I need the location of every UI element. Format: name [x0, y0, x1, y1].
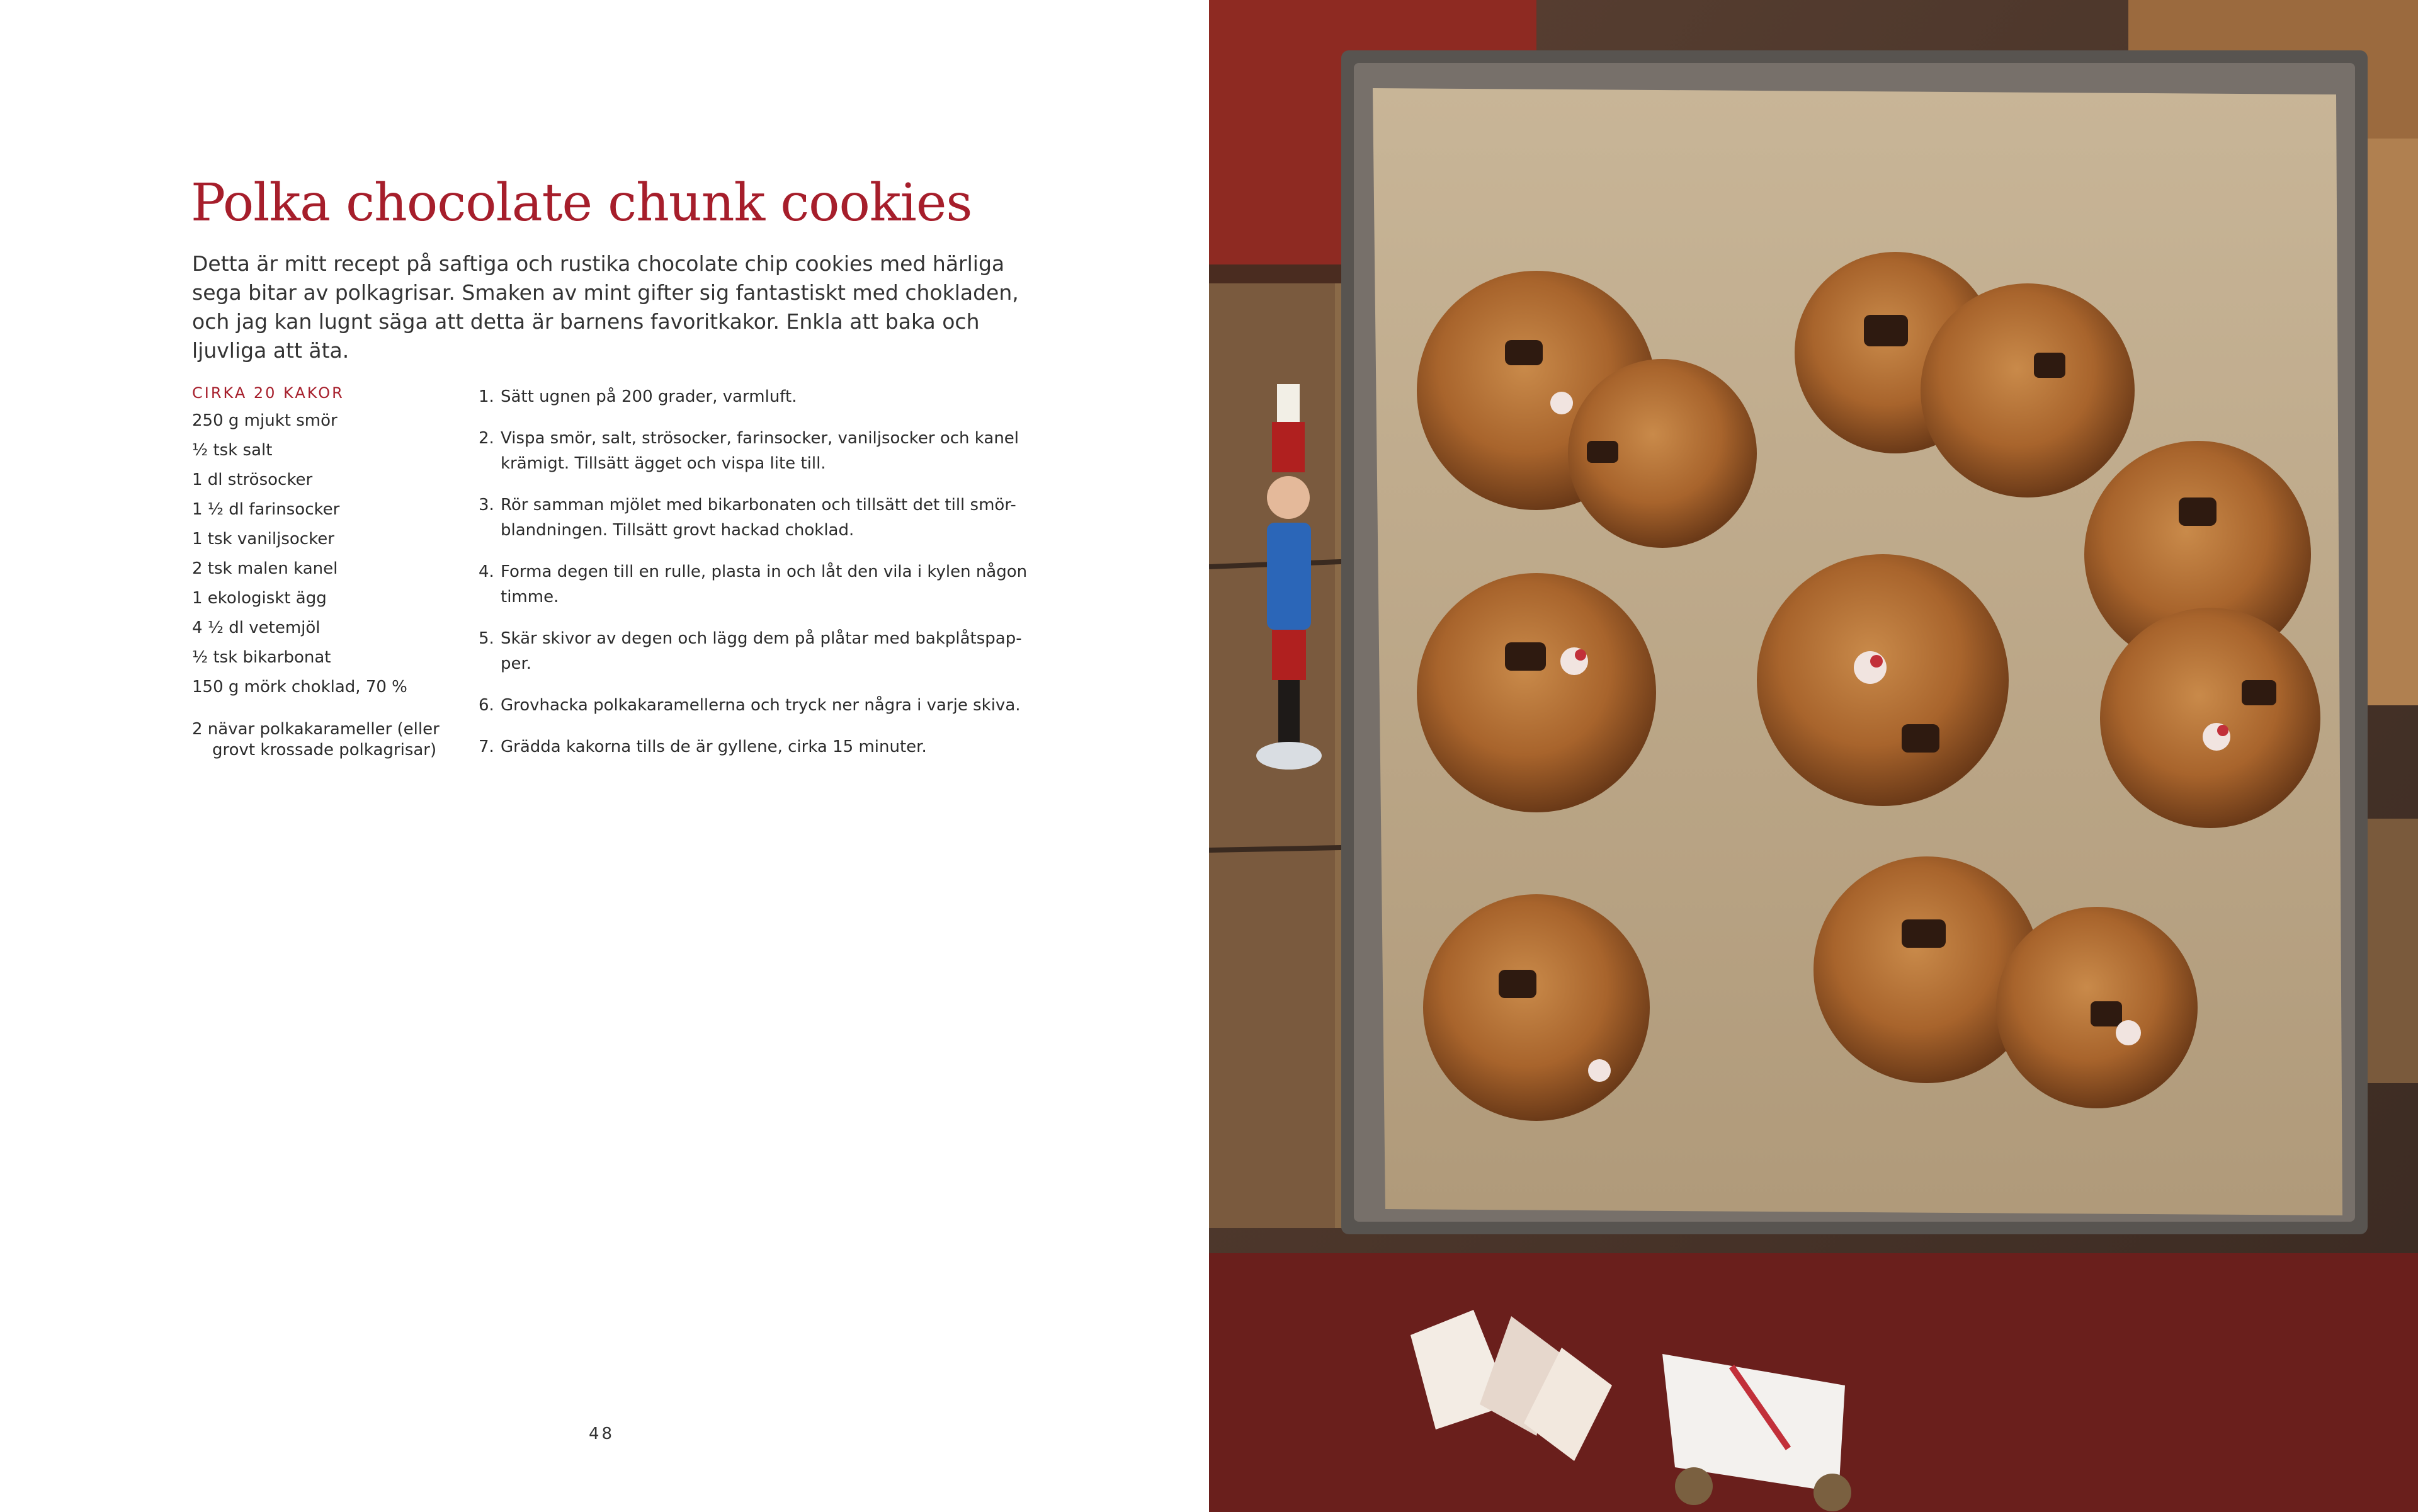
ingredient-item: 1 ekologiskt ägg — [192, 589, 327, 608]
ingredient-item: 1 ½ dl farinsocker — [192, 500, 340, 519]
step-text: Rör samman mjölet med bikarbonaten och tillsätt det till smör-blandningen. Tillsätt grovt hackad choklad. — [501, 496, 1016, 540]
ingredient-item: 1 dl strösocker — [192, 470, 313, 489]
ingredient-item: ½ tsk salt — [192, 441, 273, 460]
cookie-photo — [1209, 0, 2418, 1512]
ingredient-item: 250 g mjukt smör — [192, 411, 338, 430]
step-text: Vispa smör, salt, strösocker, farinsocker, vaniljsocker och kanel krämigt. Tillsätt ägget och vispa lite till. — [501, 429, 1019, 473]
step-text: Skär skivor av degen och lägg dem på plåtar med bakplåtspap-per. — [501, 629, 1022, 673]
yield-heading: CIRKA 20 KAKOR — [192, 384, 344, 402]
method-steps — [479, 384, 1033, 776]
ingredient-list — [192, 411, 457, 761]
step-text: Grädda kakorna tills de är gyllene, cirka 15 minuter. — [501, 737, 927, 756]
ingredient-item: ½ tsk bikarbonat — [192, 648, 331, 667]
step-text: Grovhacka polkakaramellerna och tryck ner några i varje skiva. — [501, 696, 1021, 715]
ingredient-item: 1 tsk vaniljsocker — [192, 530, 334, 549]
recipe-title: Polka chocolate chunk cookies — [191, 173, 972, 233]
step-number: 5. — [479, 629, 494, 648]
ingredient-item: 2 tsk malen kanel — [192, 559, 338, 578]
ingredient-item: 150 g mörk choklad, 70 % — [192, 678, 407, 696]
step-number: 1. — [479, 387, 494, 406]
step-number: 4. — [479, 562, 494, 581]
step-item — [479, 693, 1033, 718]
ingredient-item-polka — [192, 719, 457, 761]
ingredient-polka-line2: grovt krossade polkagrisar) — [212, 741, 437, 759]
ingredient-item: 4 ½ dl vetemjöl — [192, 618, 321, 637]
step-number: 3. — [479, 496, 494, 514]
step-item — [479, 384, 1033, 409]
recipe-intro: Detta är mitt recept på saftiga och rustika chocolate chip cookies med härliga sega bitar av polkagrisar. Smaken av mint gifter sig fantastiskt med chokladen, och jag kan lugnt säga att detta är barnens favoritkakor. Enkla att baka och ljuvliga att äta. — [192, 251, 1019, 363]
step-item — [479, 492, 1033, 543]
step-item — [479, 559, 1033, 610]
cookie-photo-illustration — [1209, 0, 2418, 1512]
step-number: 2. — [479, 429, 494, 448]
step-text: Sätt ugnen på 200 grader, varmluft. — [501, 387, 797, 406]
step-number: 7. — [479, 737, 494, 756]
ingredients-column — [192, 384, 457, 770]
step-item — [479, 626, 1033, 676]
step-text: Forma degen till en rulle, plasta in och låt den vila i kylen någon timme. — [501, 562, 1028, 606]
ingredient-polka-line1: 2 nävar polkakarameller (eller — [192, 720, 440, 739]
step-item — [479, 426, 1033, 476]
page-number: 48 — [589, 1424, 615, 1443]
step-item — [479, 734, 1033, 759]
step-number: 6. — [479, 696, 494, 715]
